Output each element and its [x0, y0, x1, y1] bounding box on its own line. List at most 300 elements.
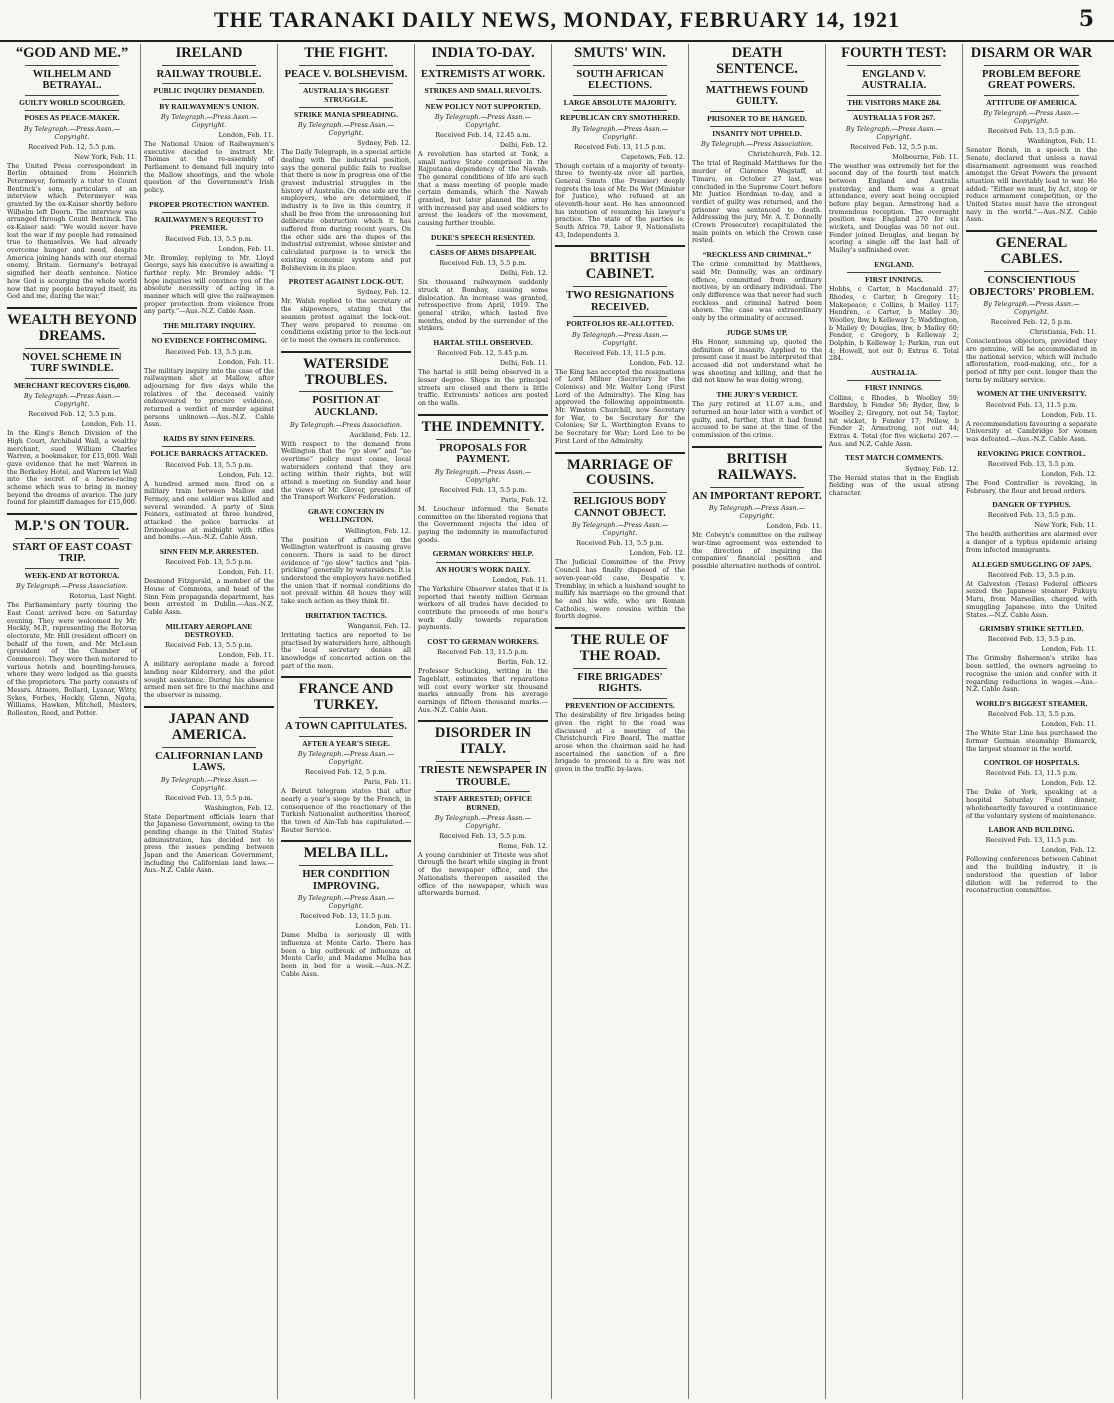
columns-container	[4, 44, 1110, 1399]
received-line: Received Feb. 13, 11.5 p.m.	[437, 648, 529, 657]
deck-rule	[25, 568, 119, 569]
headline: MELBA ILL.	[303, 845, 389, 862]
article	[144, 623, 274, 700]
received-line: Received Feb. 13, 5.5 p.m.	[439, 485, 527, 494]
received-line: Received Feb. 12, 5.45 p.m.	[437, 349, 529, 358]
dateline: Paris, Feb. 12.	[500, 495, 548, 504]
subheadline: SINN FEIN M.P. ARRESTED.	[159, 547, 259, 557]
deck-rule	[299, 736, 393, 737]
deck-rule	[299, 83, 393, 84]
dateline: Wellington, Feb. 12.	[344, 526, 411, 535]
dateline: Christchurch, Feb. 12.	[747, 150, 822, 159]
received-line: Received Feb. 13, 5.5 p.m.	[987, 511, 1076, 520]
article-body: Mr. Bromley, replying to Mr. Lloyd George, says his executive is awaiting a further reply. Mr. Bromley adds: “I hope inquiries will convince you of the absolute necessity of acting in a manner which will give the railwaymen proper protection from violence from any party.”—Aus.-N.Z. Cable Assn.	[144, 253, 274, 316]
received-line: Received Feb. 13, 5.5 p.m.	[165, 347, 253, 356]
article	[555, 627, 685, 774]
article-body: Collins, c Rhodes, b Woolley 59; Bardsley, b Fender 56; Ryder, lbw, b Woolley 2; Gregory, not out 54; Taylor, hit wicket, b Fender 17; Pellew, b Fender 2; Armstrong, not out 44; Extras 4. Total (for five wickets) 267.—Aus. and N.Z. Cable Assn.	[829, 393, 959, 448]
section-divider	[7, 513, 137, 515]
subheadline: PROTEST AGAINST LOCK-OUT.	[288, 277, 404, 287]
deck-rule	[299, 391, 393, 392]
deck-rule	[847, 110, 941, 111]
subheadline: RELIGIOUS BODY CANNOT OBJECT.	[573, 496, 667, 519]
received-line: Received Feb. 12, 5 p.m.	[305, 768, 387, 777]
subheadline: GERMAN WORKERS' HELP.	[432, 549, 534, 559]
dateline: Capetown, Feb. 12.	[621, 152, 685, 161]
deck-rule	[710, 487, 804, 488]
dateline: Paris, Feb. 11.	[363, 778, 411, 787]
article-body: The weather was extremely hot for the second day of the fourth test match between England and Australia yesterday, and there was a great attendance, every seat being occupied before play began. Armstrong had a tremendous reception. The overnight position was: England 270 for six wickets, and Douglas was 50 not out. Fender joined Douglas, and began by scoring a single off the last ball of Mailey's unfinished over.	[829, 161, 959, 255]
dateline: Melbourne, Feb. 11.	[892, 152, 959, 161]
article	[418, 638, 548, 714]
deck-rule	[984, 95, 1079, 96]
deck-rule	[436, 761, 530, 762]
deck-rule	[710, 81, 804, 82]
article-body: Dame Melba is seriously ill with influenza at Monte Carlo. There has been a big outbreak of influenza at Monte Carlo, and Madame Melba has been in bed for a week.—Aus.-N.Z. Cable Assn.	[281, 931, 411, 978]
subheadline: POSITION AT AUCKLAND.	[312, 395, 380, 419]
subheadline: PRISONER TO BE HANGED.	[707, 113, 807, 123]
article	[281, 840, 411, 978]
subheadline: CONSCIENTIOUS OBJECTORS' PROBLEM.	[969, 275, 1094, 298]
byline: By Telegraph.—Press Assn.—Copyright.	[297, 121, 395, 138]
section-divider	[281, 840, 411, 842]
received-line: Received Feb. 13, 5.5 p.m.	[439, 259, 527, 268]
article-body: The United Press correspondent in Berlin obtained from Heinrich Petermeyer, formerly a tutor to Count Bentinck's sons, particulars of an interview which Petermeyer was granted by the ex-Kaiser shortly before Wilhelm left Doorn. The interview was arranged through Count Bentinck. The ex-Kaiser said: “We would never have lost the war if my people had remained true to themselves. We had already overcome hunger and need, despite America joining hands with our eternal enemy, Britain. Germany's betrayal signified her death sentence. Notice how God is scourging the whole world now that my people betrayed itself, its God and me, during the war.”	[7, 161, 137, 301]
dateline: Delhi, Feb. 12.	[499, 140, 548, 149]
byline: By Telegraph.—Press Assn.—Copyright.	[571, 521, 669, 538]
headline: BRITISH CABINET.	[585, 250, 655, 283]
article	[692, 391, 822, 440]
article	[7, 307, 137, 507]
article-body: The crime committed by Matthews, said Mr. Donnelly, was an ordinary offence, committed from ordinary motives, by an ordinary individual. The only difference was that never had such reckless and criminal hatred been shown. The case was extraordinary only by the criminality of accused.	[692, 260, 822, 323]
article-body: A revolution has started at Tonk, a small native State comprised in the Rajputana dependency of the Nawab. The general conditions of life are such that a mass meeting of people made certain demands, which the Nawab granted, but later planned the army with increased pay and used soldiers to arrest the leaders of the movement, causing further trouble.	[418, 149, 548, 228]
article-body: A hundred armed men fired on a military train between Mallow and Fermoy, and one soldier was killed and several wounded. A party of Sinn Feiners, estimated at three hundred, attacked the police barracks at Drimoleague at midnight with rifles and bombs.—Aus.-N.Z. Cable Assn.	[144, 479, 274, 542]
received-line: Received Feb. 13, 11.5 p.m.	[300, 912, 392, 921]
headline: FOURTH TEST:	[841, 45, 947, 61]
headline: MARRIAGE OF COUSINS.	[567, 456, 673, 489]
section-divider	[418, 720, 548, 722]
article-body: The Judicial Committee of the Privy Council has finally disposed of the seven-year-old case, Despatie v. Tremblay, in which a husband sought to nullify his marriage on the ground that he and his wife, who are Roman Catholics, were cousins within the fourth degree.	[555, 558, 685, 621]
article	[144, 201, 274, 316]
subheadline: MATTHEWS FOUND GUILTY.	[705, 84, 809, 108]
section-divider	[555, 245, 685, 247]
deck-rule	[573, 286, 667, 287]
section-divider	[418, 414, 548, 416]
article-body: A young carabinier at Trieste was shot through the heart while singing in front of the newspaper office, and the Nationalists thereupon assailed the office of the newspaper, which was afterwards burned.	[418, 850, 548, 898]
subheadline: START OF EAST COAST TRIP.	[12, 541, 132, 565]
byline: By Telegraph.—Press Assn.—Copyright.	[297, 750, 395, 767]
dateline: Auckland, Feb. 12.	[349, 430, 411, 439]
deck-rule	[162, 83, 256, 84]
subheadline: PROPOSALS FOR PAYMENT.	[439, 442, 527, 466]
article	[966, 46, 1097, 224]
received-line: Received Feb. 13, 11.5 p.m.	[985, 400, 1078, 409]
byline: By Telegraph.—Press Assn.—Copyright.	[434, 112, 532, 129]
headline: GENERAL CABLES.	[995, 235, 1068, 268]
headline: THE INDEMNITY.	[421, 418, 545, 435]
subheadline: WORLD'S BIGGEST STEAMER.	[975, 698, 1088, 708]
subheadline: BY RAILWAYMEN'S UNION.	[159, 101, 259, 111]
article	[144, 46, 274, 195]
deck-rule	[710, 126, 804, 127]
received-line: Received Feb. 13, 5.5 p.m.	[987, 127, 1076, 136]
article	[966, 759, 1097, 820]
deck-rule	[25, 348, 119, 349]
byline: By Telegraph.—Press Assn.—Copyright.	[983, 109, 1080, 126]
byline: By Telegraph.—Press Assn.—Copyright.	[983, 300, 1080, 317]
deck-rule	[573, 668, 667, 669]
masthead-title: THE TARANAKI DAILY NEWS, MONDAY, FEBRUARY 14, 1921	[213, 7, 901, 32]
dateline: London, Feb. 11.	[218, 568, 274, 577]
subheadline: REVOKING PRICE CONTROL.	[977, 448, 1086, 458]
received-line: Received Feb. 13, 5.5 p.m.	[987, 635, 1076, 644]
article-body: The trial of Reginald Matthews for the murder of Clarence Wagstaff, at Timaru, on October 27 last, was concluded in the Supreme Court before Mr. Justice Herdman to-day, and a verdict of guilty was returned, and the prisoner was sentenced to death. Addressing the jury, Mr. A. T. Donnelly (Crown Prosecutor) recapitulated the main points on which the Crown case rested.	[692, 159, 822, 245]
article	[418, 339, 548, 408]
deck-rule	[847, 380, 941, 381]
headline: WATERSIDE TROUBLES.	[303, 355, 389, 388]
subheadline: ENGLAND.	[874, 259, 914, 269]
dateline: Berlin, Feb. 12.	[497, 658, 548, 667]
headline: THE FIGHT.	[304, 45, 388, 61]
article	[829, 454, 959, 497]
subheadline: AFTER A YEAR'S SIEGE.	[302, 738, 390, 748]
article	[7, 46, 137, 301]
headline: BRITISH RAILWAYS.	[717, 450, 797, 483]
dateline: New York, Feb. 11.	[1034, 521, 1097, 530]
subheadline: GRIMSBY STRIKE SETTLED.	[979, 624, 1084, 634]
dateline: London, Feb. 12.	[1041, 469, 1097, 478]
subheadline: ENGLAND V. AUSTRALIA.	[861, 68, 927, 92]
subheadline: A TOWN CAPITULATES.	[285, 721, 407, 733]
article	[555, 245, 685, 445]
byline: By Telegraph.—Press Association.	[16, 582, 128, 591]
deck-rule	[436, 439, 530, 440]
received-line: Received Feb. 13, 5.5 p.m.	[165, 558, 253, 567]
deck-rule	[162, 333, 256, 334]
dateline: Delhi, Feb. 12.	[499, 269, 548, 278]
article	[281, 676, 411, 834]
dateline: London, Feb. 11.	[81, 420, 137, 429]
column	[141, 44, 278, 1399]
article-body: A Beirut telegram states that after nearly a year's siege by the French, in consequence of the reactionary of the Turkish Nationalist authorities thereof, the town of Ain-Tab has capitulated.—Reuter Service.	[281, 787, 411, 834]
article	[966, 230, 1097, 384]
subheadline: THE VISITORS MAKE 284.	[847, 98, 941, 108]
article-body: Mr. Colwyn's committee on the railway war-time agreement was extended to the direction of inquiring the companies' financial position and possible alternative methods of control.	[692, 531, 822, 571]
deck-rule	[984, 271, 1079, 272]
deck-rule	[710, 111, 804, 112]
deck-rule	[299, 717, 393, 718]
article	[281, 46, 411, 272]
article	[692, 446, 822, 571]
dateline: London, Feb. 12.	[629, 358, 685, 367]
subheadline: NO EVIDENCE FORTHCOMING.	[151, 336, 267, 346]
article	[966, 625, 1097, 694]
section-divider	[692, 446, 822, 448]
received-line: Received Feb. 13, 5.5 p.m.	[165, 641, 253, 650]
received-line: Received Feb. 13, 5.5 p.m.	[439, 831, 527, 840]
column	[278, 44, 415, 1399]
subheadline: LABOR AND BUILDING.	[988, 825, 1075, 835]
deck-rule	[299, 107, 393, 108]
deck-rule	[847, 272, 941, 273]
subheadline: ALLEGED SMUGGLING OF JAPS.	[971, 559, 1092, 569]
article-body: Professor Schucking, writing in the Tageblatt, estimates that reparations will cost every worker six thousand marks annually from his average earnings of fifteen thousand marks.—Aus.-N.Z. Cable Assn.	[418, 667, 548, 714]
article	[966, 450, 1097, 496]
subheadline: HER CONDITION IMPROVING.	[302, 869, 390, 892]
article-body: With respect to the demand from Wellington that the “go slow” and “no overtime” policy must cease, local watersiders contend that they are acting within their rights, but will attend a meeting on Sunday and hear the views of Mr. Glover, president of the Transport Workers' Federation.	[281, 439, 411, 502]
subheadline: PROPER PROTECTION WANTED.	[149, 199, 269, 209]
subheadline: WEEK-END AT ROTORUA.	[24, 571, 120, 581]
article	[144, 435, 274, 542]
article-body: Mr. Walsh replied to the secretary of the shipowners, stating that the seamen protest against the lock-out. They were prepared to resume on conditions existing prior to the lock-out or to meet the owners in conference.	[281, 297, 411, 344]
deck-rule	[436, 562, 530, 563]
received-line: Received Feb. 13, 11.5 p.m.	[574, 142, 666, 151]
deck-rule	[436, 791, 530, 792]
column	[689, 44, 826, 1399]
article	[281, 612, 411, 671]
dateline: Rotorua, Last Night.	[69, 592, 137, 601]
deck-rule	[162, 65, 256, 66]
article	[418, 550, 548, 632]
article	[418, 720, 548, 898]
subheadline: CASES OF ARMS DISAPPEAR.	[429, 248, 537, 258]
subheadline: DANGER OF TYPHUS.	[992, 500, 1071, 510]
headline: “GOD AND ME.”	[15, 45, 129, 61]
article	[829, 46, 959, 255]
column	[826, 44, 963, 1399]
received-line: Received Feb. 12, 5.5 p.m.	[850, 142, 938, 151]
deck-rule	[25, 538, 119, 539]
article	[829, 261, 959, 363]
section-divider	[966, 230, 1097, 232]
dateline: London, Feb. 11.	[218, 357, 274, 366]
subheadline: NOVEL SCHEME IN TURF SWINDLE.	[22, 351, 122, 375]
subheadline: TRIESTE NEWSPAPER IN TROUBLE.	[419, 765, 547, 788]
article-body: His Honor, summing up, quoted the definition of insanity. Applied to the present case it must be interpreted that accused did not understand what he was shooting and killing, and that he did not know he was doing wrong.	[692, 338, 822, 385]
subheadline: CONTROL OF HOSPITALS.	[983, 758, 1080, 768]
subheadline: TWO RESIGNATIONS RECEIVED.	[565, 290, 675, 313]
headline: DEATH SENTENCE.	[716, 45, 798, 77]
article	[555, 452, 685, 621]
article-body: The Food Controller is revoking, in February, the flour and bread orders.	[966, 478, 1097, 495]
dateline: London, Feb. 11.	[766, 522, 822, 531]
article-body: The Herald states that in the English fielding was of the usual strong character.	[829, 473, 959, 498]
subheadline: AUSTRALIA 5 FOR 267.	[852, 113, 936, 123]
deck-rule	[162, 99, 256, 100]
subheadline: ATTITUDE OF AMERICA.	[986, 98, 1077, 108]
headline: FRANCE AND TURKEY.	[298, 681, 394, 714]
received-line: Received Feb. 12, 5 p.m.	[990, 318, 1073, 327]
byline: By Telegraph.—Press Association.	[701, 140, 813, 149]
article-body: The jury retired at 11.07 a.m., and returned an hour later with a verdict of guilty, and, further, that it had found accused to be sane at the time of the commission of the crime.	[692, 400, 822, 440]
article-body: Irritating tactics are reported to be practised by watersiders here, although the local secretary denies all knowledge of concerted action on the part of the men.	[281, 631, 411, 670]
subheadline: FIRST INNINGS.	[865, 275, 923, 285]
received-line: Received Feb. 13, 5.5 p.m.	[987, 570, 1076, 579]
section-divider	[144, 706, 274, 708]
article-body: At Galveston (Texas) Federal officers seized the Japanese steamer Fukuyu Maru, from Marseilles, charged with smuggling Japanese into the United States.—N.Z. Cable Assn.	[966, 579, 1097, 619]
subheadline: GUILTY WORLD SCOURGED.	[19, 98, 125, 108]
article-body: Conscientious objectors, provided they are genuine, will be accommodated in the national service, which will include afforestation, road-making, etc., for a period of fifty per cent. longer than the term by military service.	[966, 337, 1097, 384]
deck-rule	[573, 492, 667, 493]
subheadline: TEST MATCH COMMENTS.	[845, 453, 943, 463]
article	[966, 826, 1097, 895]
article	[144, 322, 274, 429]
received-line: Received Feb. 12, 5.5 p.m.	[28, 142, 116, 151]
subheadline: AN HOUR'S WORK DAILY.	[435, 564, 531, 574]
article-body: The position of affairs on the Wellington waterfront is causing grave concern. There is said to be direct evidence of “go slow” tactics and “pin-pricking” generally by watersiders. It is understood the employers have notified the union that if normal conditions do not prevail within 48 hours they will take such action as they think fit.	[281, 535, 411, 606]
section-divider	[555, 452, 685, 454]
dateline: London, Feb. 12.	[1041, 779, 1097, 788]
dateline: London, Feb. 12.	[218, 470, 274, 479]
byline: By Telegraph.—Press Assn.—Copyright.	[23, 392, 121, 409]
received-line: Received Feb. 13, 5.5 p.m.	[987, 459, 1076, 468]
subheadline: IRRITATION TACTICS.	[305, 610, 387, 620]
dateline: London, Feb. 11.	[1041, 410, 1097, 419]
headline: WEALTH BEYOND DREAMS.	[7, 311, 137, 344]
article-body: The Parliamentary party touring the East Coast arrived here on Saturday evening. They were welcomed by Mr. Hockly, M.P., representing the Rotorua electorate, Mr. Hill (resident officer) on behalf of the town, and Mr. McLean (president of the Chamber of Commerce). They were then motored to various hotels and boarding-houses, where they were lodged as the guests of the proprietors. The party consists of Messrs. Atmore, Bollard, Lysnar, Witty, Sykes, Forbes, Hockly, Glenn, Ngata, Williams, Hawken, Mitchell, Masters, Rolleston, Reed, and Potter.	[7, 601, 137, 717]
article-body: The health authorities are alarmed over a danger of a typhus epidemic arising from infected immigrants.	[966, 530, 1097, 554]
article-body: The King has accepted the resignations of Lord Milner (Secretary for the Colonies) and Mr. Walter Long (First Lord of the Admiralty). The King has approved the following appointments: Mr. Winston Churchill, now Secretary for War, to be Secretary for the Colonies; Sir L. Worthington Evans to be Secretary for War; Lord Lee to be First Lord of the Admiralty.	[555, 367, 685, 445]
subheadline: WOMEN AT THE UNIVERSITY.	[976, 389, 1087, 399]
headline: SMUTS' WIN.	[574, 45, 666, 61]
article-body: Following conferences between Cabinet and the building industry, it is understood the question of labor dilution will be referred to the reconstruction committee.	[966, 855, 1097, 895]
deck-rule	[436, 65, 530, 66]
subheadline: MILITARY AEROPLANE DESTROYED.	[165, 621, 253, 639]
received-line: Received Feb. 13, 5.5 p.m.	[987, 710, 1076, 719]
deck-rule	[573, 316, 667, 317]
subheadline: RAILWAY TROUBLE.	[156, 68, 262, 80]
section-divider	[7, 307, 137, 309]
subheadline: MERCHANT RECOVERS £16,000.	[13, 380, 131, 390]
deck-rule	[25, 65, 119, 66]
article	[692, 46, 822, 245]
subheadline: DUKE'S SPEECH RESENTED.	[431, 232, 535, 242]
article-body: M. Loucheur informed the Senate committee on the liberated regions that the Government rejects the idea of paying the indemnity in manufactured goods.	[418, 504, 548, 544]
dateline: London, Feb. 12.	[1041, 846, 1097, 855]
headline: THE RULE OF THE ROAD.	[570, 631, 670, 664]
article-body: State Department officials learn that the Japanese Government, owing to the pending change in the United States' administration, has decided not to press the issues pending between Japan and the American Government, including the Californian land laws.—Aus.-N.Z. Cable Assn.	[144, 812, 274, 875]
received-line: Received Feb. 13, 5.5 p.m.	[165, 793, 253, 802]
article	[555, 46, 685, 239]
masthead	[0, 0, 1114, 42]
dateline: Rome, Feb. 12.	[498, 841, 548, 850]
subheadline: COST TO GERMAN WORKERS.	[427, 636, 539, 646]
article-body: The desirability of fire brigades being given the right to the road was discussed at a meeting of the Christchurch Fire Board. The matter arose when the chairman said he had ascertained the sanction of a fire brigade to proceed to a fire was not given in the traffic by-laws.	[555, 711, 685, 773]
received-line: Received Feb. 13, 5.5 p.m.	[165, 460, 253, 469]
byline: By Telegraph.—Press Assn.—Copyright.	[160, 775, 258, 792]
column	[552, 44, 689, 1399]
subheadline: THE MILITARY INQUIRY.	[163, 321, 255, 331]
subheadline: WILHELM AND BETRAYAL.	[32, 68, 112, 92]
dateline: Christiania, Feb. 11.	[1029, 328, 1097, 337]
deck-rule	[573, 95, 667, 96]
byline: By Telegraph.—Press Assn.—Copyright.	[160, 112, 258, 129]
subheadline: LARGE ABSOLUTE MAJORITY.	[563, 98, 677, 108]
column	[963, 44, 1100, 1399]
dateline: Washington, Feb. 12.	[204, 803, 274, 812]
article-body: Though certain of a majority of twenty-three to twenty-six over all parties, General Smuts (the Premier) deeply regrets the loss of Mr. De Wet (Minister for Justice), who refused at an eleventh-hour seat. He has announced his intention of resuming his lawyer's practice. The state of the parties is: South Africa 79, Labor 9, Nationalists 43, Independents 3.	[555, 161, 685, 239]
subheadline: PROBLEM BEFORE GREAT POWERS.	[982, 68, 1081, 92]
dateline: Sydney, Feb. 12.	[357, 139, 411, 148]
article-body: A military aeroplane made a forced landing near Kildorrery, and the pilot sought assistance. During his absence armed men set fire to the machine and the observer is missing.	[144, 660, 274, 699]
dateline: New York, Feb. 11.	[74, 152, 137, 161]
column	[4, 44, 141, 1399]
article-body: Desmond Fitzgerald, a member of the House of Commons, and head of the Sinn Fein propaganda department, has been arrested in Dublin.—Aus.-N.Z. Cable Assn.	[144, 577, 274, 617]
byline: By Telegraph.—Press Assn.—Copyright.	[571, 330, 669, 347]
dateline: London, Feb. 11.	[1041, 720, 1097, 729]
article	[7, 513, 137, 718]
section-divider	[281, 351, 411, 353]
subheadline: STRIKES AND SMALL REVOLTS.	[424, 86, 542, 96]
article	[144, 706, 274, 875]
subheadline: CALIFORNIAN LAND LAWS.	[155, 750, 263, 774]
subheadline: PORTFOLIOS RE-ALLOTTED.	[566, 319, 674, 329]
dateline: London, Feb. 11.	[218, 130, 274, 139]
subheadline: HARTAL STILL OBSERVED.	[433, 338, 533, 348]
article	[692, 251, 822, 323]
article-body: The Grimsby fishermen's strike has been settled, the owners agreeing to recognise the union and confer with it regarding reductions in wages.—Aus.-N.Z. Cable Assn.	[966, 654, 1097, 694]
dateline: London, Feb. 12.	[629, 549, 685, 558]
subheadline: STRIKE MANIA SPREADING.	[294, 109, 398, 119]
subheadline: AN IMPORTANT REPORT.	[692, 490, 822, 502]
article	[829, 369, 959, 448]
subheadline: PUBLIC INQUIRY DEMANDED.	[153, 86, 265, 96]
article	[966, 390, 1097, 443]
subheadline: AUSTRALIA'S BIGGEST STRUGGLE.	[302, 86, 390, 104]
deck-rule	[25, 110, 119, 111]
dateline: London, Feb. 11.	[1041, 645, 1097, 654]
column	[415, 44, 552, 1399]
article-body: The Daily Telegraph, in a special article dealing with the industrial position, says the general public fails to realise that there is now in progress one of the gravest industrial struggles in the history of Australia. On one side are the employers, who are determined, if industry is to live in this country, it shall be free from the unreasoning but deliberate obstruction which it has suffered from during recent years. On the other side are the dupes of the industrial extremist, whose sinister and calculated purpose is to wreck the existing economic system and put Bolshevism in its place.	[281, 148, 411, 272]
article	[281, 508, 411, 606]
byline: By Telegraph.—Press Assn.—Copyright.	[571, 124, 669, 141]
subheadline: PEACE V. BOLSHEVISM.	[284, 68, 408, 80]
subheadline: PREVENTION OF ACCIDENTS.	[565, 700, 675, 710]
article-body: The White Star Line has purchased the former German steamship Bismarck, the largest steamer in the world.	[966, 729, 1097, 753]
received-line: Received Feb. 13, 5.5 p.m.	[165, 234, 253, 243]
subheadline: SOUTH AFRICAN ELECTIONS.	[576, 68, 664, 92]
subheadline: FIRST INNINGS.	[865, 383, 923, 393]
subheadline: POLICE BARRACKS ATTACKED.	[150, 449, 268, 459]
headline: INDIA TO-DAY.	[431, 45, 535, 61]
deck-rule	[573, 65, 667, 66]
dateline: Washington, Feb. 11.	[1027, 137, 1097, 146]
byline: By Telegraph.—Press Assn.—Copyright.	[708, 504, 806, 521]
dateline: London, Feb. 11.	[218, 244, 274, 253]
dateline: London, Feb. 11.	[218, 651, 274, 660]
deck-rule	[162, 212, 256, 213]
deck-rule	[299, 865, 393, 866]
article	[418, 414, 548, 544]
article-body: Six thousand railwaymen suddenly struck at Bombay, causing some dislocation. An increase was granted, retrospective from April, 1919. The general strike, which lasted five months, ended by the surrender of the strikers.	[418, 278, 548, 333]
subheadline: RAILWAYMEN'S REQUEST TO PREMIER.	[154, 215, 264, 233]
deck-rule	[436, 99, 530, 100]
deck-rule	[25, 378, 119, 379]
article-body: A recommendation favouring a separate University at Cambridge for women was defeated.—Aus.-N.Z. Cable Assn.	[966, 419, 1097, 443]
section-divider	[555, 627, 685, 629]
page-number: 5	[1078, 6, 1094, 32]
subheadline: FIRE BRIGADES' RIGHTS.	[577, 671, 663, 695]
byline: By Telegraph.—Press Association.	[290, 420, 402, 429]
headline: DISORDER IN ITALY.	[434, 725, 532, 758]
subheadline: JUDGE SUMS UP.	[726, 327, 788, 337]
deck-rule	[25, 95, 119, 96]
deck-rule	[162, 747, 256, 748]
subheadline: REPUBLICAN CRY SMOTHERED.	[560, 113, 680, 123]
subheadline: GRAVE CONCERN IN WELLINGTON.	[307, 507, 385, 525]
dateline: Delhi, Feb. 11.	[499, 359, 548, 368]
received-line: Received Feb. 13, 11.5 p.m.	[985, 769, 1078, 778]
headline: M.P.'S ON TOUR.	[14, 518, 130, 534]
